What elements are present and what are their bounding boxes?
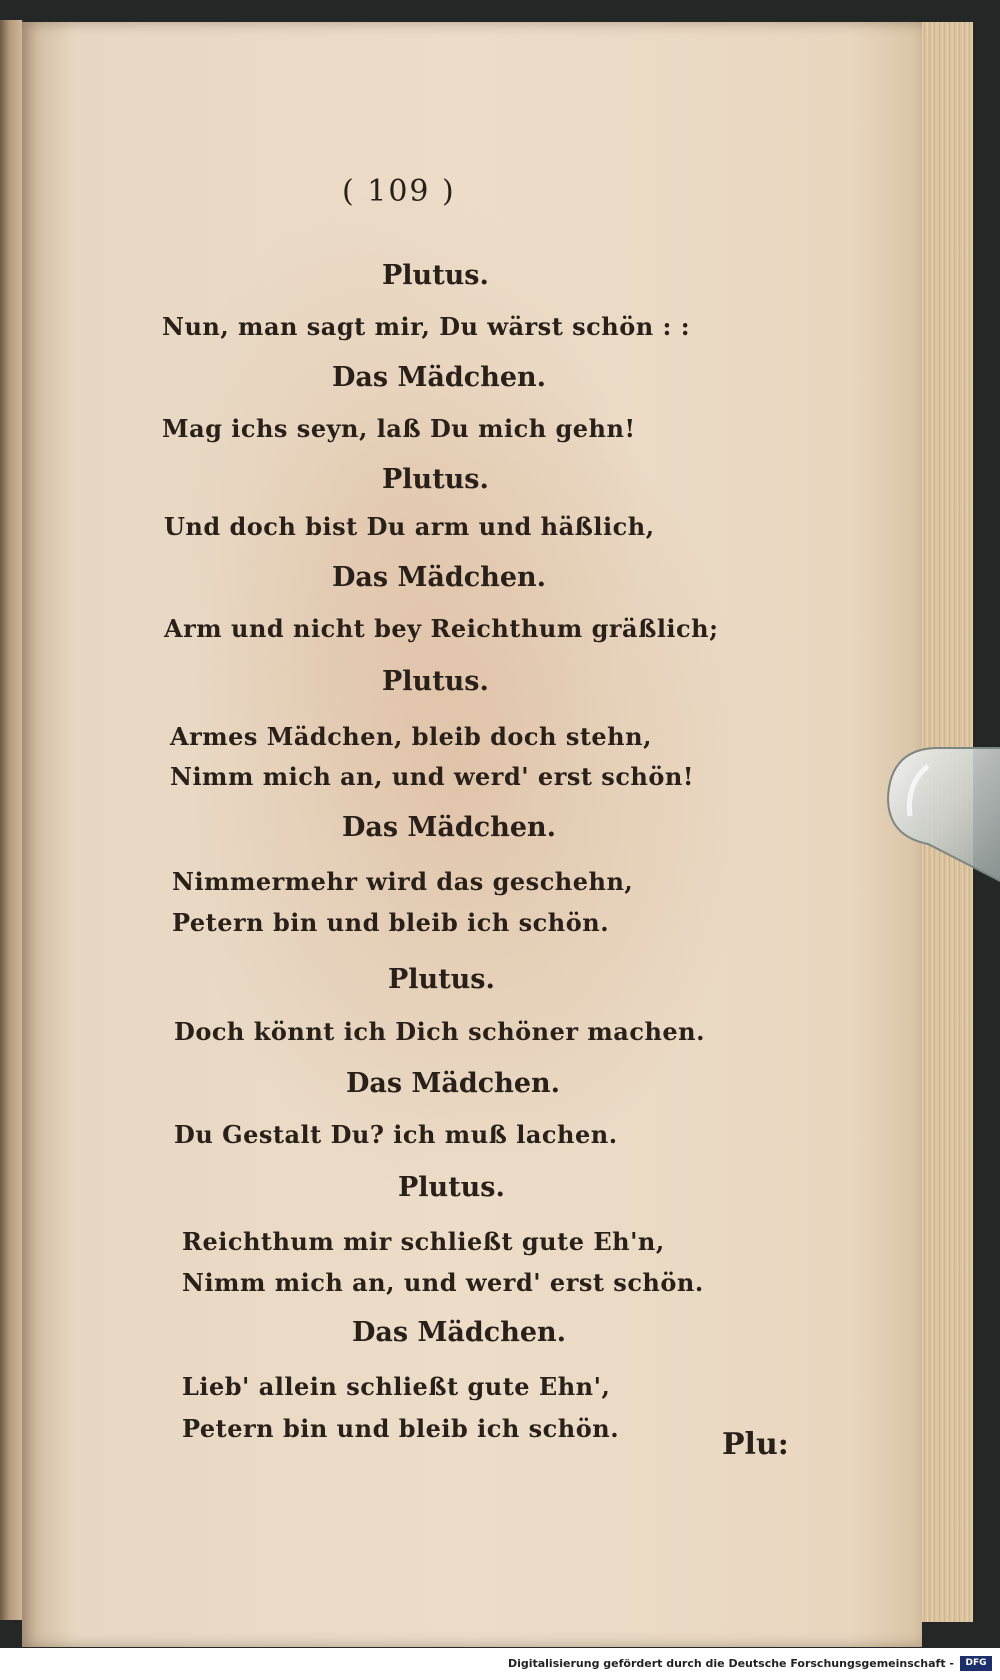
speaker-label: Plutus. (382, 464, 489, 495)
speaker-label: Das Mädchen. (342, 812, 557, 843)
footer-bar (0, 1648, 1000, 1680)
verse-line: Reichthum mir schließt gute Eh'n, (182, 1227, 665, 1256)
verse-line: Arm und nicht bey Reichthum gräßlich; (164, 614, 719, 643)
verse-line: Nimm mich an, und werd' erst schön. (182, 1268, 704, 1297)
book-page (22, 22, 922, 1647)
verse-line: Nimmermehr wird das geschehn, (172, 867, 634, 896)
speaker-label: Das Mädchen. (332, 562, 547, 593)
dfg-logo: DFG (960, 1656, 992, 1671)
catchword: Plu: (722, 1427, 789, 1462)
verse-line: Mag ichs seyn, laß Du mich gehn! (162, 414, 636, 443)
speaker-label: Das Mädchen. (346, 1068, 561, 1099)
funding-credit: Digitalisierung gefördert durch die Deutsche Forschungsgemeinschaft - (507, 1657, 954, 1670)
verse-line: Lieb' allein schließt gute Ehn', (182, 1372, 611, 1401)
speaker-label: Das Mädchen. (332, 362, 547, 393)
verse-line: Nimm mich an, und werd' erst schön! (170, 762, 694, 791)
verse-line: Petern bin und bleib ich schön. (182, 1414, 620, 1443)
verse-line: Doch könnt ich Dich schöner machen. (174, 1017, 705, 1046)
speaker-label: Plutus. (382, 260, 489, 291)
page-holder-clip (880, 736, 1000, 886)
verse-line: Du Gestalt Du? ich muß lachen. (174, 1120, 618, 1149)
verse-line: Petern bin und bleib ich schön. (172, 908, 610, 937)
verse-line: Nun, man sagt mir, Du wärst schön : : (162, 312, 691, 341)
speaker-label: Das Mädchen. (352, 1317, 567, 1348)
previous-page-edge (0, 20, 24, 1620)
page-number: ( 109 ) (342, 174, 456, 209)
speaker-label: Plutus. (398, 1172, 505, 1203)
speaker-label: Plutus. (382, 666, 489, 697)
verse-line: Armes Mädchen, bleib doch stehn, (170, 722, 652, 751)
speaker-label: Plutus. (388, 964, 495, 995)
verse-line: Und doch bist Du arm und häßlich, (164, 512, 655, 541)
